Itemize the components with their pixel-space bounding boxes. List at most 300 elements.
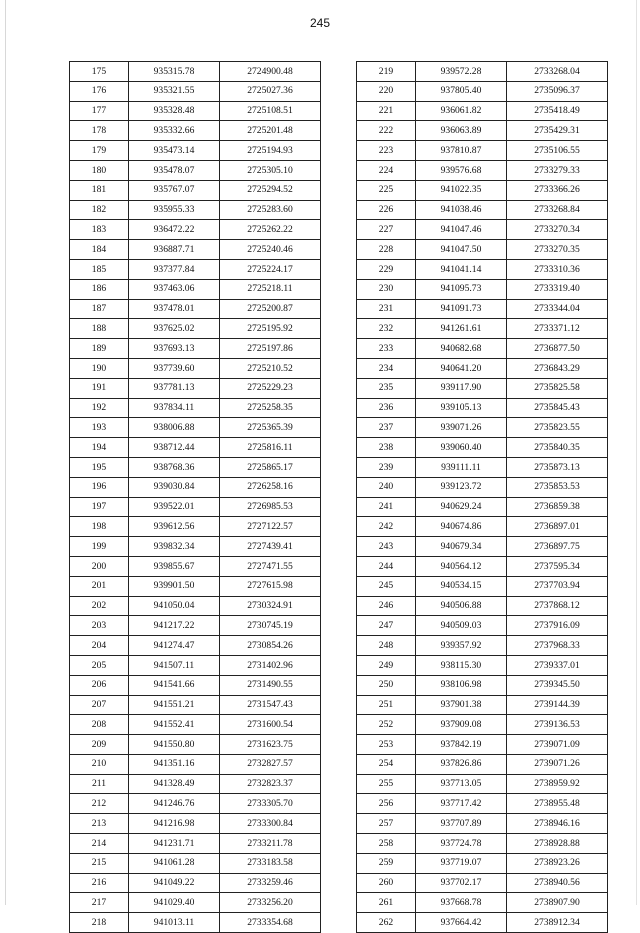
x-coordinate-cell: 935473.14 [129,141,220,161]
table-row [70,438,321,458]
table-row [70,457,321,477]
y-coordinate-cell: 2725816.11 [220,438,321,458]
point-number-cell: 228 [357,240,416,260]
point-number-cell: 262 [357,913,416,933]
point-number-cell: 195 [70,457,129,477]
y-coordinate-cell: 2737868.12 [507,596,608,616]
table-row [70,735,321,755]
table-row [70,517,321,537]
y-coordinate-cell: 2725210.52 [220,358,321,378]
y-coordinate-cell: 2725262.22 [220,220,321,240]
x-coordinate-cell: 941550.80 [129,735,220,755]
x-coordinate-cell: 938768.36 [129,457,220,477]
y-coordinate-cell: 2730745.19 [220,616,321,636]
point-number-cell: 185 [70,259,129,279]
point-number-cell: 256 [357,794,416,814]
point-number-cell: 187 [70,299,129,319]
point-number-cell: 239 [357,457,416,477]
y-coordinate-cell: 2738946.16 [507,814,608,834]
point-number-cell: 191 [70,378,129,398]
table-row [70,497,321,517]
y-coordinate-cell: 2724900.48 [220,62,321,82]
point-number-cell: 215 [70,853,129,873]
y-coordinate-cell: 2725283.60 [220,200,321,220]
point-number-cell: 223 [357,141,416,161]
x-coordinate-cell: 937693.13 [129,339,220,359]
table-row [357,378,608,398]
y-coordinate-cell: 2725195.92 [220,319,321,339]
table-row [70,675,321,695]
point-number-cell: 212 [70,794,129,814]
point-number-cell: 224 [357,160,416,180]
y-coordinate-cell: 2731490.55 [220,675,321,695]
table-row [70,636,321,656]
point-number-cell: 241 [357,497,416,517]
table-row [357,735,608,755]
table-row [70,556,321,576]
y-coordinate-cell: 2733268.04 [507,62,608,82]
table-row [70,81,321,101]
y-coordinate-cell: 2727439.41 [220,537,321,557]
table-row [70,200,321,220]
y-coordinate-cell: 2738907.90 [507,893,608,913]
table-row [70,398,321,418]
x-coordinate-cell: 941328.49 [129,774,220,794]
x-coordinate-cell: 939030.84 [129,477,220,497]
y-coordinate-cell: 2735418.49 [507,101,608,121]
x-coordinate-cell: 940674.86 [416,517,507,537]
table-row [357,160,608,180]
table-row [70,715,321,735]
table-row [357,774,608,794]
y-coordinate-cell: 2725365.39 [220,418,321,438]
table-row [357,695,608,715]
table-row [357,794,608,814]
table-row [357,319,608,339]
y-coordinate-cell: 2733270.35 [507,240,608,260]
table-row [357,754,608,774]
y-coordinate-cell: 2733305.70 [220,794,321,814]
scan-edge-left [5,0,6,905]
table-row [357,141,608,161]
x-coordinate-cell: 935478.07 [129,160,220,180]
x-coordinate-cell: 941049.22 [129,873,220,893]
y-coordinate-cell: 2737968.33 [507,636,608,656]
table-row [357,913,608,933]
point-number-cell: 247 [357,616,416,636]
table-row [357,438,608,458]
x-coordinate-cell: 937717.42 [416,794,507,814]
y-coordinate-cell: 2738923.26 [507,853,608,873]
y-coordinate-cell: 2735823.55 [507,418,608,438]
x-coordinate-cell: 941552.41 [129,715,220,735]
y-coordinate-cell: 2739071.09 [507,735,608,755]
y-coordinate-cell: 2725865.17 [220,457,321,477]
table-row [357,873,608,893]
x-coordinate-cell: 941095.73 [416,279,507,299]
table-row [70,141,321,161]
point-number-cell: 193 [70,418,129,438]
point-number-cell: 183 [70,220,129,240]
point-number-cell: 198 [70,517,129,537]
table-row [357,180,608,200]
x-coordinate-cell: 941047.50 [416,240,507,260]
point-number-cell: 190 [70,358,129,378]
x-coordinate-cell: 940679.34 [416,537,507,557]
point-number-cell: 220 [357,81,416,101]
point-number-cell: 237 [357,418,416,438]
table-row [357,279,608,299]
table-row [357,62,608,82]
y-coordinate-cell: 2733211.78 [220,834,321,854]
x-coordinate-cell: 941507.11 [129,655,220,675]
table-row [357,339,608,359]
x-coordinate-cell: 939060.40 [416,438,507,458]
point-number-cell: 231 [357,299,416,319]
table-row [357,814,608,834]
point-number-cell: 188 [70,319,129,339]
table-row [70,378,321,398]
point-number-cell: 225 [357,180,416,200]
table-row [357,101,608,121]
point-number-cell: 250 [357,675,416,695]
point-number-cell: 246 [357,596,416,616]
point-number-cell: 197 [70,497,129,517]
point-number-cell: 233 [357,339,416,359]
table-row [70,655,321,675]
point-number-cell: 253 [357,735,416,755]
point-number-cell: 251 [357,695,416,715]
point-number-cell: 229 [357,259,416,279]
x-coordinate-cell: 941038.46 [416,200,507,220]
point-number-cell: 209 [70,735,129,755]
x-coordinate-cell: 937909.08 [416,715,507,735]
y-coordinate-cell: 2735106.55 [507,141,608,161]
y-coordinate-cell: 2725200.87 [220,299,321,319]
table-row [70,180,321,200]
x-coordinate-cell: 941047.46 [416,220,507,240]
x-coordinate-cell: 939111.11 [416,457,507,477]
point-number-cell: 240 [357,477,416,497]
x-coordinate-cell: 936061.82 [416,101,507,121]
y-coordinate-cell: 2733183.58 [220,853,321,873]
table-row [70,814,321,834]
table-row [357,358,608,378]
y-coordinate-cell: 2725240.46 [220,240,321,260]
x-coordinate-cell: 939572.28 [416,62,507,82]
y-coordinate-cell: 2736859.38 [507,497,608,517]
y-coordinate-cell: 2725108.51 [220,101,321,121]
y-coordinate-cell: 2735825.58 [507,378,608,398]
y-coordinate-cell: 2738959.92 [507,774,608,794]
x-coordinate-cell: 941231.71 [129,834,220,854]
y-coordinate-cell: 2735840.35 [507,438,608,458]
x-coordinate-cell: 941022.35 [416,180,507,200]
y-coordinate-cell: 2731402.96 [220,655,321,675]
table-row [70,358,321,378]
point-number-cell: 232 [357,319,416,339]
y-coordinate-cell: 2725294.52 [220,180,321,200]
y-coordinate-cell: 2733256.20 [220,893,321,913]
x-coordinate-cell: 939117.90 [416,378,507,398]
table-row [70,101,321,121]
y-coordinate-cell: 2726985.53 [220,497,321,517]
point-number-cell: 243 [357,537,416,557]
y-coordinate-cell: 2736877.50 [507,339,608,359]
y-coordinate-cell: 2735429.31 [507,121,608,141]
y-coordinate-cell: 2725201.48 [220,121,321,141]
table-row [70,596,321,616]
y-coordinate-cell: 2725258.35 [220,398,321,418]
y-coordinate-cell: 2733319.40 [507,279,608,299]
x-coordinate-cell: 937625.02 [129,319,220,339]
point-number-cell: 257 [357,814,416,834]
x-coordinate-cell: 941216.98 [129,814,220,834]
point-number-cell: 216 [70,873,129,893]
y-coordinate-cell: 2735853.53 [507,477,608,497]
y-coordinate-cell: 2733300.84 [220,814,321,834]
x-coordinate-cell: 941274.47 [129,636,220,656]
y-coordinate-cell: 2733366.26 [507,180,608,200]
x-coordinate-cell: 939901.50 [129,576,220,596]
y-coordinate-cell: 2737916.09 [507,616,608,636]
point-number-cell: 194 [70,438,129,458]
table-row [70,576,321,596]
x-coordinate-cell: 939832.34 [129,537,220,557]
x-coordinate-cell: 937739.60 [129,358,220,378]
table-row [70,913,321,933]
table-row [70,695,321,715]
y-coordinate-cell: 2739136.53 [507,715,608,735]
table-row [70,160,321,180]
table-row [70,893,321,913]
table-row [357,616,608,636]
table-row [70,339,321,359]
point-number-cell: 245 [357,576,416,596]
point-number-cell: 252 [357,715,416,735]
x-coordinate-cell: 937702.17 [416,873,507,893]
y-coordinate-cell: 2735845.43 [507,398,608,418]
x-coordinate-cell: 935321.55 [129,81,220,101]
x-coordinate-cell: 937664.42 [416,913,507,933]
table-row [70,121,321,141]
y-coordinate-cell: 2736897.75 [507,537,608,557]
table-row [357,576,608,596]
point-number-cell: 218 [70,913,129,933]
x-coordinate-cell: 937805.40 [416,81,507,101]
table-row [70,616,321,636]
y-coordinate-cell: 2733268.84 [507,200,608,220]
point-number-cell: 248 [357,636,416,656]
x-coordinate-cell: 935332.66 [129,121,220,141]
y-coordinate-cell: 2725305.10 [220,160,321,180]
table-row [357,675,608,695]
x-coordinate-cell: 935955.33 [129,200,220,220]
table-row [357,636,608,656]
y-coordinate-cell: 2730324.91 [220,596,321,616]
table-row [70,299,321,319]
table-row [357,834,608,854]
x-coordinate-cell: 936063.89 [416,121,507,141]
table-row [357,715,608,735]
point-number-cell: 200 [70,556,129,576]
x-coordinate-cell: 937826.86 [416,754,507,774]
x-coordinate-cell: 937834.11 [129,398,220,418]
coordinates-table-right-body [357,62,608,933]
table-row [70,477,321,497]
y-coordinate-cell: 2733371.12 [507,319,608,339]
x-coordinate-cell: 940506.88 [416,596,507,616]
y-coordinate-cell: 2732823.37 [220,774,321,794]
x-coordinate-cell: 941541.66 [129,675,220,695]
table-row [357,457,608,477]
y-coordinate-cell: 2731547.43 [220,695,321,715]
table-row [357,418,608,438]
point-number-cell: 238 [357,438,416,458]
point-number-cell: 180 [70,160,129,180]
x-coordinate-cell: 939576.68 [416,160,507,180]
point-number-cell: 211 [70,774,129,794]
y-coordinate-cell: 2736843.29 [507,358,608,378]
x-coordinate-cell: 938106.98 [416,675,507,695]
x-coordinate-cell: 937901.38 [416,695,507,715]
table-row [357,537,608,557]
point-number-cell: 178 [70,121,129,141]
x-coordinate-cell: 938712.44 [129,438,220,458]
point-number-cell: 222 [357,121,416,141]
y-coordinate-cell: 2739345.50 [507,675,608,695]
table-row [357,556,608,576]
x-coordinate-cell: 941091.73 [416,299,507,319]
x-coordinate-cell: 935328.48 [129,101,220,121]
table-row [70,319,321,339]
y-coordinate-cell: 2738928.88 [507,834,608,854]
x-coordinate-cell: 938006.88 [129,418,220,438]
point-number-cell: 259 [357,853,416,873]
point-number-cell: 230 [357,279,416,299]
x-coordinate-cell: 941246.76 [129,794,220,814]
x-coordinate-cell: 935315.78 [129,62,220,82]
point-number-cell: 261 [357,893,416,913]
x-coordinate-cell: 941041.14 [416,259,507,279]
table-row [357,259,608,279]
x-coordinate-cell: 937810.87 [416,141,507,161]
y-coordinate-cell: 2736897.01 [507,517,608,537]
table-row [70,754,321,774]
table-row [357,853,608,873]
y-coordinate-cell: 2725197.86 [220,339,321,359]
table-row [357,893,608,913]
table-row [357,299,608,319]
point-number-cell: 205 [70,655,129,675]
table-row [70,220,321,240]
y-coordinate-cell: 2731623.75 [220,735,321,755]
point-number-cell: 244 [357,556,416,576]
y-coordinate-cell: 2733259.46 [220,873,321,893]
point-number-cell: 175 [70,62,129,82]
point-number-cell: 249 [357,655,416,675]
y-coordinate-cell: 2725224.17 [220,259,321,279]
x-coordinate-cell: 940682.68 [416,339,507,359]
point-number-cell: 199 [70,537,129,557]
y-coordinate-cell: 2735096.37 [507,81,608,101]
coordinates-table-left-body [70,62,321,933]
x-coordinate-cell: 937719.07 [416,853,507,873]
y-coordinate-cell: 2725218.11 [220,279,321,299]
point-number-cell: 242 [357,517,416,537]
table-row [357,497,608,517]
point-number-cell: 214 [70,834,129,854]
point-number-cell: 192 [70,398,129,418]
table-row [70,853,321,873]
point-number-cell: 179 [70,141,129,161]
table-row [70,240,321,260]
y-coordinate-cell: 2733344.04 [507,299,608,319]
point-number-cell: 227 [357,220,416,240]
y-coordinate-cell: 2731600.54 [220,715,321,735]
x-coordinate-cell: 937724.78 [416,834,507,854]
point-number-cell: 203 [70,616,129,636]
y-coordinate-cell: 2733310.36 [507,259,608,279]
point-number-cell: 254 [357,754,416,774]
x-coordinate-cell: 939105.13 [416,398,507,418]
point-number-cell: 219 [357,62,416,82]
x-coordinate-cell: 941261.61 [416,319,507,339]
y-coordinate-cell: 2737703.94 [507,576,608,596]
x-coordinate-cell: 937713.05 [416,774,507,794]
y-coordinate-cell: 2739071.26 [507,754,608,774]
point-number-cell: 181 [70,180,129,200]
point-number-cell: 260 [357,873,416,893]
point-number-cell: 182 [70,200,129,220]
table-row [70,537,321,557]
point-number-cell: 255 [357,774,416,794]
table-row [357,655,608,675]
y-coordinate-cell: 2738912.34 [507,913,608,933]
table-row [357,121,608,141]
x-coordinate-cell: 937781.13 [129,378,220,398]
x-coordinate-cell: 940509.03 [416,616,507,636]
x-coordinate-cell: 939123.72 [416,477,507,497]
y-coordinate-cell: 2727615.98 [220,576,321,596]
y-coordinate-cell: 2737595.34 [507,556,608,576]
y-coordinate-cell: 2733279.33 [507,160,608,180]
x-coordinate-cell: 936887.71 [129,240,220,260]
x-coordinate-cell: 937707.89 [416,814,507,834]
x-coordinate-cell: 940534.15 [416,576,507,596]
point-number-cell: 204 [70,636,129,656]
x-coordinate-cell: 939855.67 [129,556,220,576]
y-coordinate-cell: 2725027.36 [220,81,321,101]
point-number-cell: 189 [70,339,129,359]
table-row [70,794,321,814]
table-row [70,62,321,82]
point-number-cell: 186 [70,279,129,299]
x-coordinate-cell: 937377.84 [129,259,220,279]
table-row [357,81,608,101]
y-coordinate-cell: 2738955.48 [507,794,608,814]
point-number-cell: 213 [70,814,129,834]
point-number-cell: 235 [357,378,416,398]
point-number-cell: 196 [70,477,129,497]
x-coordinate-cell: 939357.92 [416,636,507,656]
table-row [70,774,321,794]
point-number-cell: 221 [357,101,416,121]
x-coordinate-cell: 937463.06 [129,279,220,299]
point-number-cell: 207 [70,695,129,715]
table-row [70,873,321,893]
y-coordinate-cell: 2727471.55 [220,556,321,576]
